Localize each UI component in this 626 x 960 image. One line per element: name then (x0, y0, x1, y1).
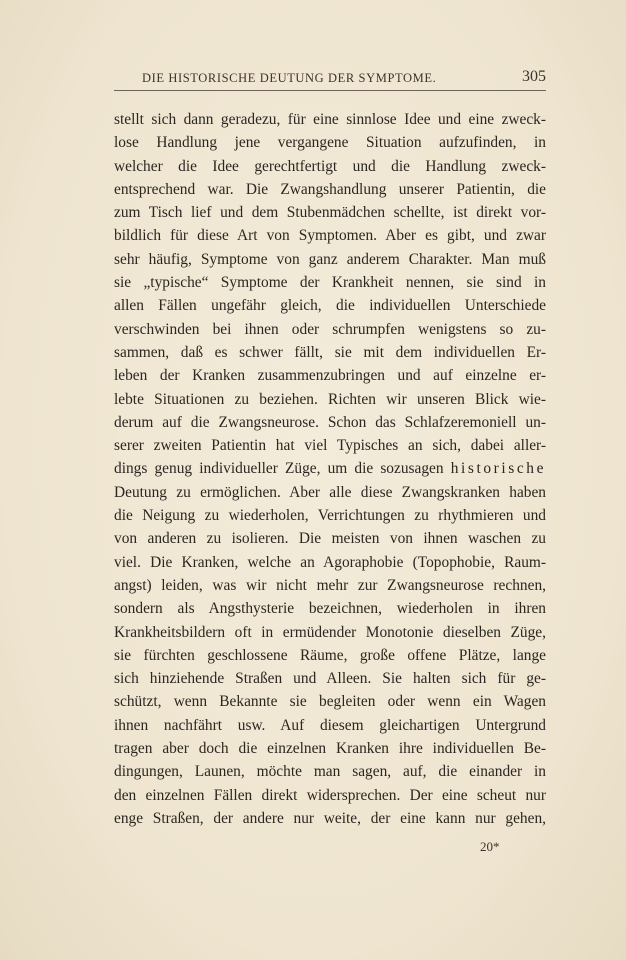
text-line: allen Fällen ungefähr gleich, die individuellen Unterschiede (114, 297, 546, 315)
text-line: von anderen zu isolieren. Die meisten von ihnen waschen zu (114, 530, 546, 548)
text-line: Krankheitsbildern oft in ermüdender Monotonie dieselben Züge, (114, 623, 546, 641)
text-line: den einzelnen Fällen direkt widersprechen. Der eine scheut nur (114, 786, 546, 804)
text-line: sehr häufig, Symptome von ganz anderem Charakter. Man muß (114, 250, 546, 268)
text-line: sammen, daß es schwer fällt, sie mit dem individuellen Er- (114, 343, 546, 361)
text-line: enge Straßen, der andere nur weite, der eine kann nur gehen, (114, 809, 546, 827)
text-line: schützt, wenn Bekannte sie begleiten oder wenn ein Wagen (114, 693, 546, 711)
body-text (114, 108, 546, 830)
text-line: Deutung zu ermöglichen. Aber alle diese Zwangskranken haben (114, 483, 546, 501)
text-line: sich hinziehende Straßen und Alleen. Sie halten sich für ge- (114, 670, 546, 688)
text-line: derum auf die Zwangsneurose. Schon das Schlafzeremoniell un- (114, 413, 546, 431)
text-line: entsprechend war. Die Zwangshandlung unserer Patientin, die (114, 180, 546, 198)
text-line: sie fürchten geschlossene Räume, große offene Plätze, lange (114, 646, 546, 664)
text-line: ihnen nachfährt usw. Auf diesem gleichartigen Untergrund (114, 716, 546, 734)
text-line: lose Handlung jene vergangene Situation aufzufinden, in (114, 134, 546, 152)
text-line: sondern als Angsthysterie bezeichnen, wiederholen in ihren (114, 600, 546, 618)
text-line: stellt sich dann geradezu, für eine sinnlose Idee und eine zweck- (114, 111, 546, 128)
text-line: tragen aber doch die einzelnen Kranken ihre individuellen Be- (114, 740, 546, 758)
signature-mark: 20* (480, 839, 500, 854)
emphasized-word: historische (450, 460, 546, 478)
running-head (114, 68, 546, 91)
text-line: die Neigung zu wiederholen, Verrichtungen zu rhythmieren und (114, 507, 546, 525)
text-line: leben der Kranken zusammenzubringen und auf einzelne er- (114, 367, 546, 385)
text-line: dingungen, Launen, möchte man sagen, auf, die einander in (114, 763, 546, 781)
text-line: viel. Die Kranken, welche an Agoraphobie (Topophobie, Raum- (114, 553, 546, 571)
text-line: verschwinden bei ihnen oder schrumpfen wenigstens so zu- (114, 320, 546, 338)
page-number: 305 (522, 68, 546, 85)
text-line: serer zweiten Patientin hat viel Typisches an sich, dabei aller- (114, 437, 546, 455)
text-line: zum Tisch lief und dem Stubenmädchen schellte, ist direkt vor- (114, 204, 546, 222)
text-line: lebte Situationen zu beziehen. Richten wir unseren Blick wie- (114, 390, 546, 408)
text-line: bildlich für diese Art von Symptomen. Aber es gibt, und zwar (114, 227, 546, 245)
text-line: angst) leiden, was wir nicht mehr zur Zwangsneurose rechnen, (114, 576, 546, 594)
running-title: DIE HISTORISCHE DEUTUNG DER SYMPTOME. (142, 71, 437, 85)
text-line-segment: dings genug individueller Züge, um die sozusagen (114, 460, 451, 478)
text-line (114, 457, 546, 480)
text-line: sie „typische“ Symptome der Krankheit nennen, sie sind in (114, 274, 546, 292)
text-line: welcher die Idee gerechtfertigt und die Handlung zweck- (114, 157, 546, 175)
